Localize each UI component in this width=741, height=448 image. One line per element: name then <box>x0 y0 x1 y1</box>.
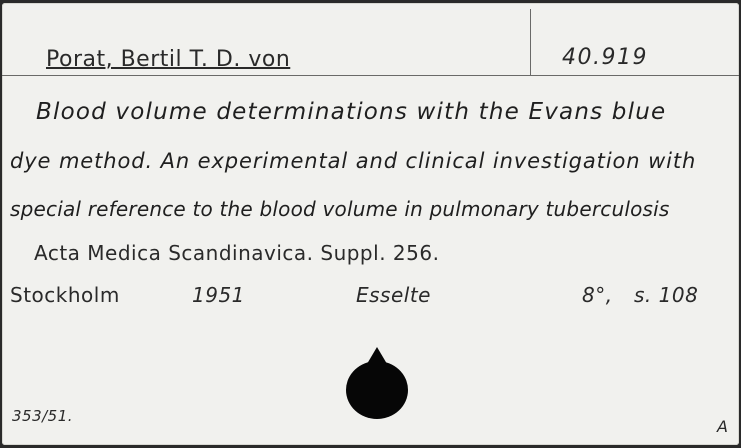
card-punch-hole <box>346 361 408 419</box>
title-line-2: dye method. An experimental and clinical investigation with <box>10 149 697 173</box>
catalog-card <box>2 3 739 445</box>
call-number: 40.919 <box>562 45 648 70</box>
header-divider <box>530 9 531 75</box>
corner-mark: A <box>717 417 729 436</box>
header-rule <box>2 75 739 76</box>
title-line-1: Blood volume determinations with the Evans blue <box>36 99 667 125</box>
series-statement: Acta Medica Scandinavica. Suppl. 256. <box>34 241 440 265</box>
accession-stamp: 353/51. <box>12 407 74 425</box>
imprint-pages: s. 108 <box>634 283 699 307</box>
title-line-3: special reference to the blood volume in pulmonary tuberculosis <box>10 197 670 221</box>
imprint-format: 8°, <box>582 283 613 307</box>
imprint-publisher: Esselte <box>356 283 431 307</box>
author-name: Porat, Bertil T. D. von <box>46 47 291 72</box>
imprint-place: Stockholm <box>10 283 120 307</box>
imprint-year: 1951 <box>192 283 245 307</box>
